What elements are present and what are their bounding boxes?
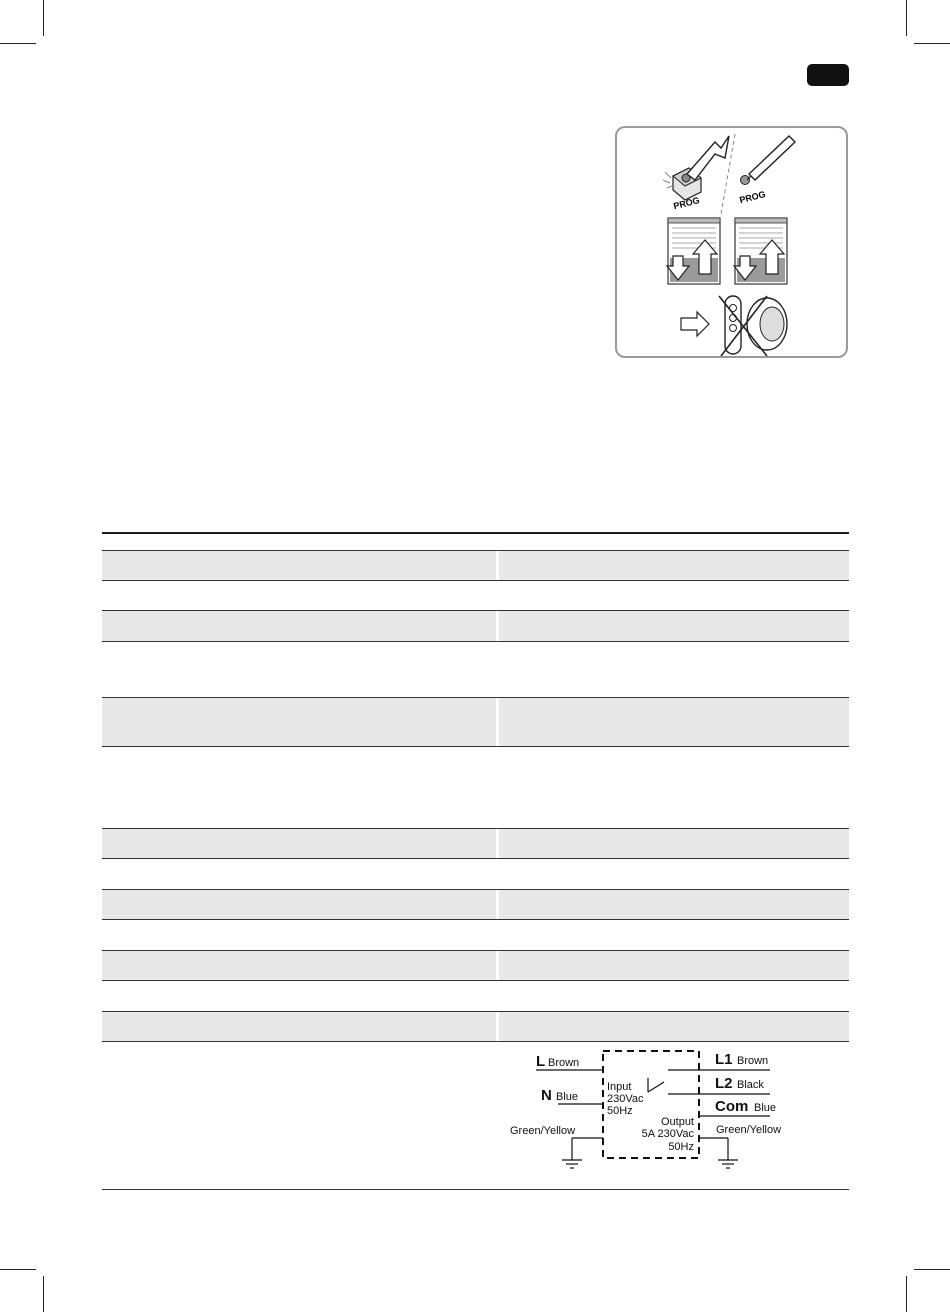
table-row	[102, 920, 849, 951]
crop-mark	[906, 1276, 907, 1312]
table-row	[102, 829, 849, 859]
com-color: Blue	[754, 1102, 777, 1114]
ground-right-icon	[718, 1160, 738, 1168]
table-cell	[102, 642, 496, 697]
blind-up-down-icon	[667, 218, 720, 284]
crop-mark	[914, 1269, 950, 1270]
prog-button-press-icon	[663, 136, 729, 200]
table-row	[102, 581, 849, 611]
table-row	[102, 698, 849, 747]
wiring-diagram	[500, 1044, 800, 1174]
crop-mark	[43, 1276, 44, 1312]
table-cell	[102, 890, 496, 919]
input-line1: Input	[607, 1081, 632, 1093]
table-cell	[496, 920, 849, 950]
table-cell	[496, 747, 849, 828]
table-cell	[102, 551, 496, 580]
input-line2: 230Vac	[607, 1093, 644, 1105]
table-cell	[496, 890, 849, 919]
table-cell	[496, 551, 849, 580]
remote-arrow-icon	[681, 312, 709, 336]
table-row	[102, 611, 849, 642]
crop-mark	[906, 0, 907, 36]
table-cell	[496, 611, 849, 641]
table-cell	[102, 829, 496, 858]
no-wall-switch-icon	[719, 296, 787, 356]
language-tab	[807, 64, 849, 86]
crop-mark	[0, 1269, 36, 1270]
table-cell	[102, 981, 496, 1011]
table-cell	[102, 920, 496, 950]
table-row	[102, 890, 849, 920]
crop-mark	[0, 43, 36, 44]
l-letter: L	[536, 1053, 546, 1070]
table-cell	[102, 581, 496, 610]
table-cell	[102, 859, 496, 889]
output-line2: 5A 230Vac	[641, 1128, 694, 1140]
table-cell	[496, 981, 849, 1011]
l1-letter: L1	[715, 1051, 733, 1068]
table-cell	[102, 1042, 496, 1189]
n-letter: N	[541, 1087, 552, 1104]
prog-label-left: PROG	[672, 195, 701, 212]
table-cell	[496, 698, 849, 746]
table-cell	[102, 611, 496, 641]
l-color: Brown	[548, 1057, 580, 1069]
programming-illustration-panel	[615, 126, 848, 358]
table-row	[102, 951, 849, 981]
table-cell	[102, 1012, 496, 1041]
table-cell	[102, 747, 496, 828]
n-color: Blue	[556, 1091, 579, 1103]
ground-left-label: Green/Yellow	[510, 1125, 576, 1137]
table-cell	[496, 642, 849, 697]
l2-color: Black	[737, 1079, 764, 1091]
output-line1: Output	[660, 1116, 694, 1128]
table-row	[102, 981, 849, 1012]
table-cell	[102, 951, 496, 980]
table-cell	[496, 581, 849, 610]
crop-mark	[914, 43, 950, 44]
table-cell	[496, 859, 849, 889]
output-line3: 50Hz	[668, 1141, 694, 1153]
table-cell	[496, 1012, 849, 1041]
l2-letter: L2	[715, 1075, 733, 1092]
l1-color: Brown	[737, 1055, 769, 1067]
prog-label-right: PROG	[738, 189, 767, 206]
ground-right-label: Green/Yellow	[716, 1124, 782, 1136]
blind-up-down-icon-2	[734, 218, 787, 284]
table-row	[102, 1012, 849, 1042]
table-row	[102, 859, 849, 890]
input-line3: 50Hz	[607, 1105, 633, 1117]
com-letter: Com	[715, 1098, 749, 1115]
ground-left-icon	[562, 1160, 582, 1168]
table-cell	[496, 951, 849, 980]
table-row	[102, 550, 849, 581]
table-cell	[102, 698, 496, 746]
prog-pin-press-icon	[741, 136, 796, 185]
crop-mark	[43, 0, 44, 36]
table-cell	[496, 829, 849, 858]
table-row	[102, 642, 849, 698]
table-row	[102, 747, 849, 829]
